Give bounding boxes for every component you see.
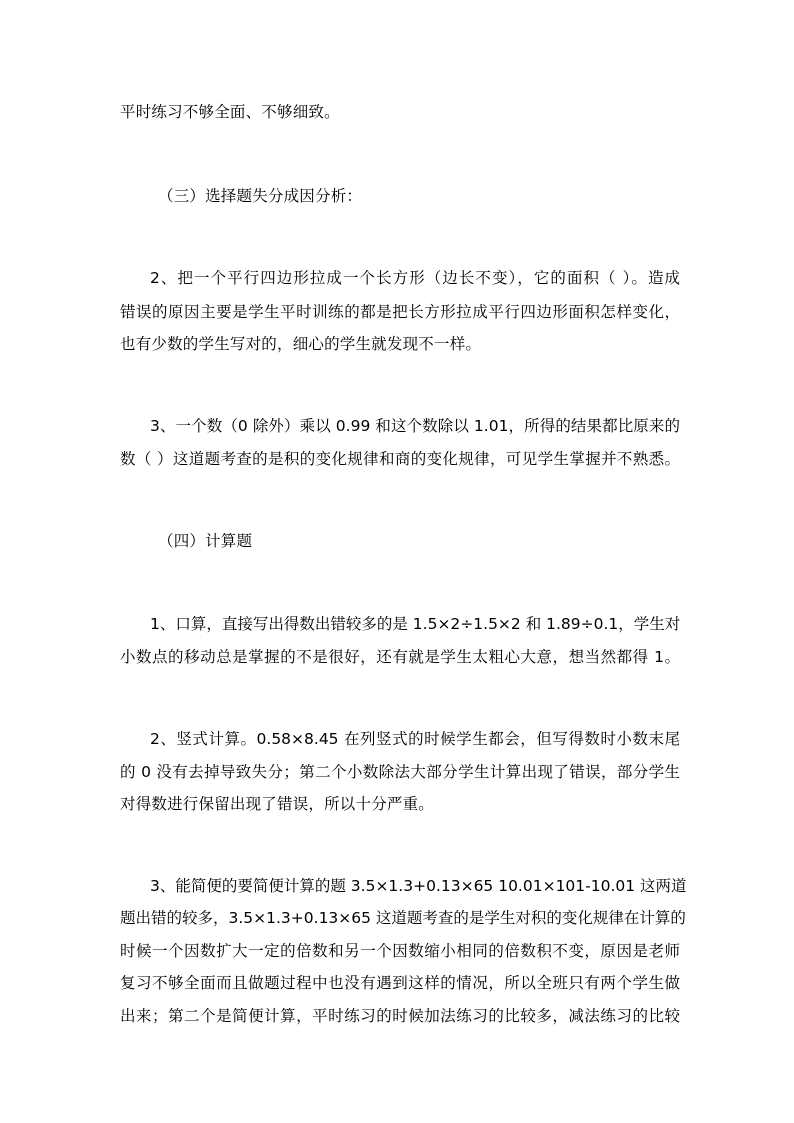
section-heading-choice-questions: （三）选择题失分成因分析： <box>158 187 363 205</box>
paragraph-line: 数（ ）这道题考查的是积的变化规律和商的变化规律，可见学生掌握并不熟悉。 <box>120 450 680 468</box>
paragraph-line: 对得数进行保留出现了错误，所以十分严重。 <box>120 795 435 813</box>
paragraph-line: 时候一个因数扩大一定的倍数和另一个因数缩小相同的倍数积不变，原因是老师 <box>120 942 680 960</box>
paragraph-line: 复习不够全面而且做题过程中也没有遇到这样的情况，所以全班只有两个学生做 <box>120 974 680 992</box>
paragraph-line: 题出错的较多，3.5×1.3+0.13×65 这道题考查的是学生对积的变化规律在计算的 <box>120 909 686 927</box>
paragraph-line: 错误的原因主要是学生平时训练的都是把长方形拉成平行四边形面积怎样变化， <box>120 303 680 321</box>
paragraph-line: 平时练习不够全面、不够细致。 <box>120 103 340 121</box>
paragraph-line: 出来；第二个是简便计算，平时练习的时候加法练习的比较多，减法练习的比较 <box>120 1007 680 1025</box>
paragraph-line: 2、竖式计算。0.58×8.45 在列竖式的时候学生都会，但写得数时小数末尾 <box>150 730 680 748</box>
paragraph-line: 3、能简便的要简便计算的题 3.5×1.3+0.13×65 10.01×101-10.01 这两道 <box>150 877 687 895</box>
section-heading-calculation: （四）计算题 <box>158 532 253 550</box>
paragraph-line: 3、一个数（0 除外）乘以 0.99 和这个数除以 1.01，所得的结果都比原来的 <box>150 417 680 435</box>
paragraph-line: 也有少数的学生写对的，细心的学生就发现不一样。 <box>120 335 482 353</box>
paragraph-line: 的 0 没有去掉导致失分；第二个小数除法大部分学生计算出现了错误，部分学生 <box>120 763 680 781</box>
paragraph-line: 1、口算，直接写出得数出错较多的是 1.5×2÷1.5×2 和 1.89÷0.1，学生对 <box>150 615 681 633</box>
paragraph-line: 小数点的移动总是掌握的不是很好，还有就是学生太粗心大意，想当然都得 1。 <box>120 648 680 666</box>
paragraph-line: 2、把一个平行四边形拉成一个长方形（边长不变），它的面积（ ）。造成 <box>150 269 680 287</box>
